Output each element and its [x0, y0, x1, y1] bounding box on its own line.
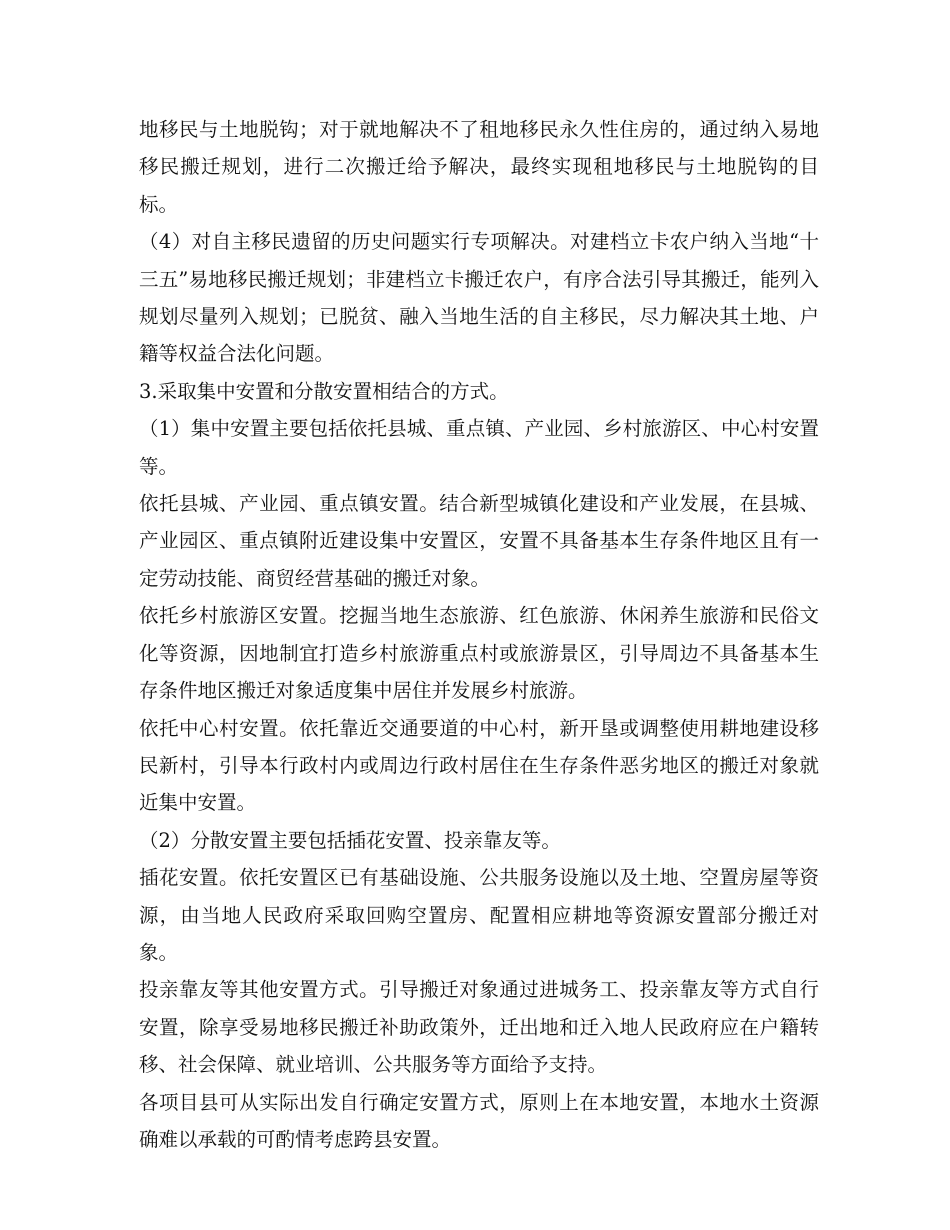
- paragraph-county-town-resettlement: 依托县城、产业园、重点镇安置。结合新型城镇化建设和产业发展，在县城、产业园区、重点镇附近建设集中安置区，安置不具备基本生存条件地区且有一定劳动技能、商贸经营基础的搬迁对象。: [139, 492, 819, 590]
- heading-resettlement-methods: 3.采取集中安置和分散安置相结合的方式。: [139, 379, 509, 403]
- paragraph-relatives-resettlement: 投亲靠友等其他安置方式。引导搬迁对象通过进城务工、投亲靠友等方式自行安置，除享受易地移民搬迁补助政策外，迁出地和迁入地人民政府应在户籍转移、社会保障、就业培训、公共服务等方面给予支持。: [139, 978, 819, 1077]
- paragraph-centralized-resettlement: （1）集中安置主要包括依托县城、重点镇、产业园、乡村旅游区、中心村安置等。: [139, 417, 819, 478]
- document-body: [139, 111, 819, 1158]
- paragraph-dispersed-resettlement: （2）分散安置主要包括插花安置、投亲靠友等。: [139, 828, 561, 852]
- paragraph-project-county-choice: 各项目县可从实际出发自行确定安置方式，原则上在本地安置，本地水土资源确难以承载的可酌情考虑跨县安置。: [139, 1090, 819, 1151]
- paragraph-land-decoupling: 地移民与土地脱钩；对于就地解决不了租地移民永久性住房的，通过纳入易地移民搬迁规划，进行二次搬迁给予解决，最终实现租地移民与土地脱钩的目标。: [139, 118, 819, 216]
- paragraph-self-migrants: （4）对自主移民遗留的历史问题实行专项解决。对建档立卡农户纳入当地“十三五”易地移民搬迁规划；非建档立卡搬迁农户，有序合法引导其搬迁，能列入规划尽量列入规划；已脱贫、融入当地生活的自主移民，尽力解决其土地、户籍等权益合法化问题。: [139, 230, 819, 366]
- paragraph-rural-tourism-resettlement: 依托乡村旅游区安置。挖掘当地生态旅游、红色旅游、休闲养生旅游和民俗文化等资源，因地制宜打造乡村旅游重点村或旅游景区，引导周边不具备基本生存条件地区搬迁对象适度集中居住并发展乡村旅游。: [139, 604, 819, 703]
- paragraph-central-village-resettlement: 依托中心村安置。依托靠近交通要道的中心村，新开垦或调整使用耕地建设移民新村，引导本行政村内或周边行政村居住在生存条件恶劣地区的搬迁对象就近集中安置。: [139, 716, 819, 815]
- paragraph-inserted-resettlement: 插花安置。依托安置区已有基础设施、公共服务设施以及土地、空置房屋等资源，由当地人民政府采取回购空置房、配置相应耕地等资源安置部分搬迁对象。: [139, 866, 819, 964]
